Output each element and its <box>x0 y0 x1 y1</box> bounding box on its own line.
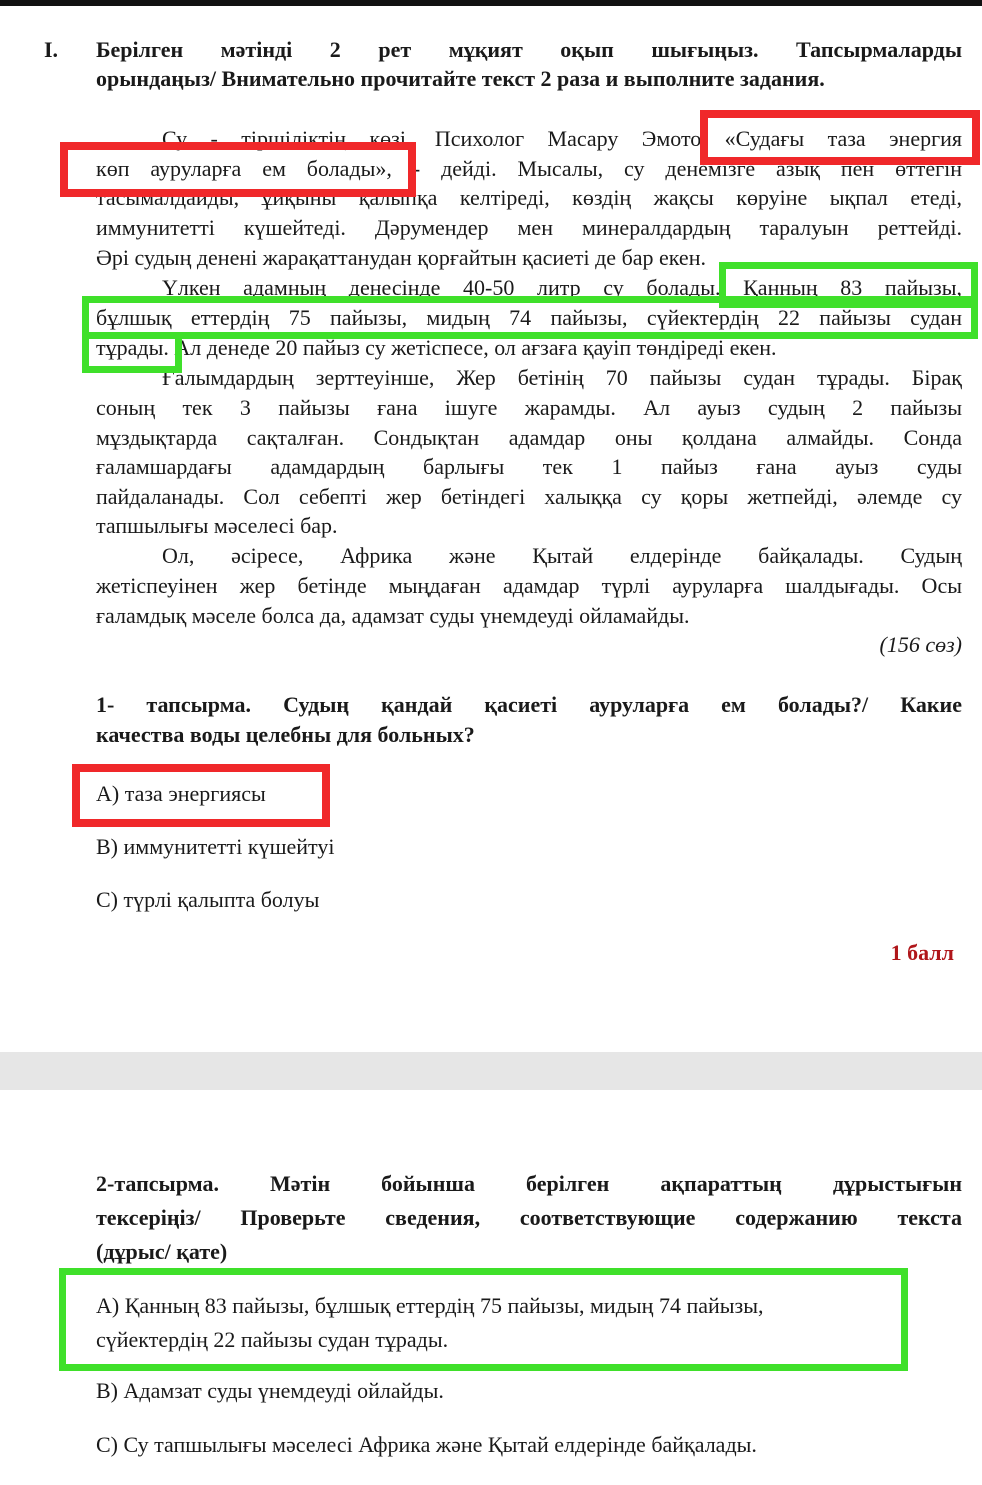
text-line: көп ауруларға ем болады», - дейді. Мысалы, су денемізге азық пен өттегін <box>96 156 962 181</box>
text-line: ғаламшардағы адамдардың барлығы тек 1 пайыз ғана ауыз суды <box>96 454 962 479</box>
task1-question-line-2: качества воды целебны для больных? <box>96 722 475 747</box>
section-number: I. <box>44 37 59 62</box>
task1-option-a[interactable]: А) таза энергиясы <box>96 781 266 806</box>
task2-option-a-line-1[interactable]: А) Қанның 83 пайызы, бұлшық еттердің 75 пайызы, мидың 74 пайызы, <box>96 1293 764 1318</box>
task2-question-line-1: 2-тапсырма. Мәтін бойынша берілген ақпараттың дұрыстығын <box>96 1171 962 1196</box>
task2-option-c[interactable]: С) Су тапшылығы мәселесі Африка және Қытай елдерінде байқалады. <box>96 1432 757 1457</box>
word-count: (156 сөз) <box>879 632 962 657</box>
task1-question-line-1: 1- тапсырма. Судың қандай қасиеті ауруларға ем болады?/ Какие <box>96 692 962 717</box>
text-line: иммунитетті күшейтеді. Дәрумендер мен минералдардың таралуын реттейді. <box>96 215 962 240</box>
text-line: мұздықтарда сақталған. Сондықтан адамдар оны қолдана алмайды. Сонда <box>96 425 962 450</box>
text-line: тұрады. Ал денеде 20 пайыз су жетіспесе, ол ағзаға қауіп төндіреді екен. <box>96 335 777 360</box>
text-line: Су - тіршіліктің көзі. Психолог Масару Эмото «Судағы таза энергия <box>162 126 962 151</box>
text-line: ғаламдық мәселе болса да, адамзат суды үнемдеуді ойламайды. <box>96 603 690 628</box>
text-line: тапшылығы мәселесі бар. <box>96 513 338 538</box>
text-line: Ғалымдардың зерттеуінше, Жер бетінің 70 пайызы судан тұрады. Бірақ <box>162 365 962 390</box>
task1-score: 1 балл <box>890 940 954 965</box>
document-page-2 <box>0 1090 982 1485</box>
task1-option-c[interactable]: С) түрлі қалыпта болуы <box>96 887 320 912</box>
text-line: Әрі судың денені жарақаттанудан қорғайтын қасиеті де бар екен. <box>96 245 706 270</box>
text-line: жетіспеуінен жер бетінде мыңдаған адамдар түрлі ауруларға шалдығады. Осы <box>96 573 962 598</box>
text-line: Үлкен адамның денесінде 40-50 литр су болады. Қанның 83 пайызы, <box>162 275 962 300</box>
task2-question-line-2: тексеріңіз/ Проверьте сведения, соответствующие содержанию текста <box>96 1205 962 1230</box>
task2-option-a-line-2[interactable]: сүйектердің 22 пайызы судан тұрады. <box>96 1327 449 1352</box>
text-line: Ол, әсіресе, Африка және Қытай елдерінде байқалады. Судың <box>162 543 962 568</box>
task2-question-line-3: (дұрыс/ қате) <box>96 1239 228 1264</box>
text-line: пайдаланады. Сол себепті жер бетіндегі халыққа су қоры жетпейді, әлемде су <box>96 484 962 509</box>
task1-option-b[interactable]: В) иммунитетті күшейтуі <box>96 834 335 859</box>
page-gap <box>0 1052 982 1090</box>
heading-line-1: Берілген мәтінді 2 рет мұқият оқып шығыңыз. Тапсырмаларды <box>96 37 962 62</box>
task2-option-b[interactable]: В) Адамзат суды үнемдеуді ойлайды. <box>96 1378 444 1403</box>
text-line: соның тек 3 пайызы ғана ішуге жарамды. Ал ауыз судың 2 пайызы <box>96 395 962 420</box>
text-line: бұлшық еттердің 75 пайызы, мидың 74 пайызы, сүйектердің 22 пайызы судан <box>96 305 962 330</box>
text-line: тасымалдайды, ұйқыны қалыпқа келтіреді, көздің жақсы көруіне ықпал етеді, <box>96 185 962 210</box>
heading-line-2: орындаңыз/ Внимательно прочитайте текст 2 раза и выполните задания. <box>96 66 825 91</box>
